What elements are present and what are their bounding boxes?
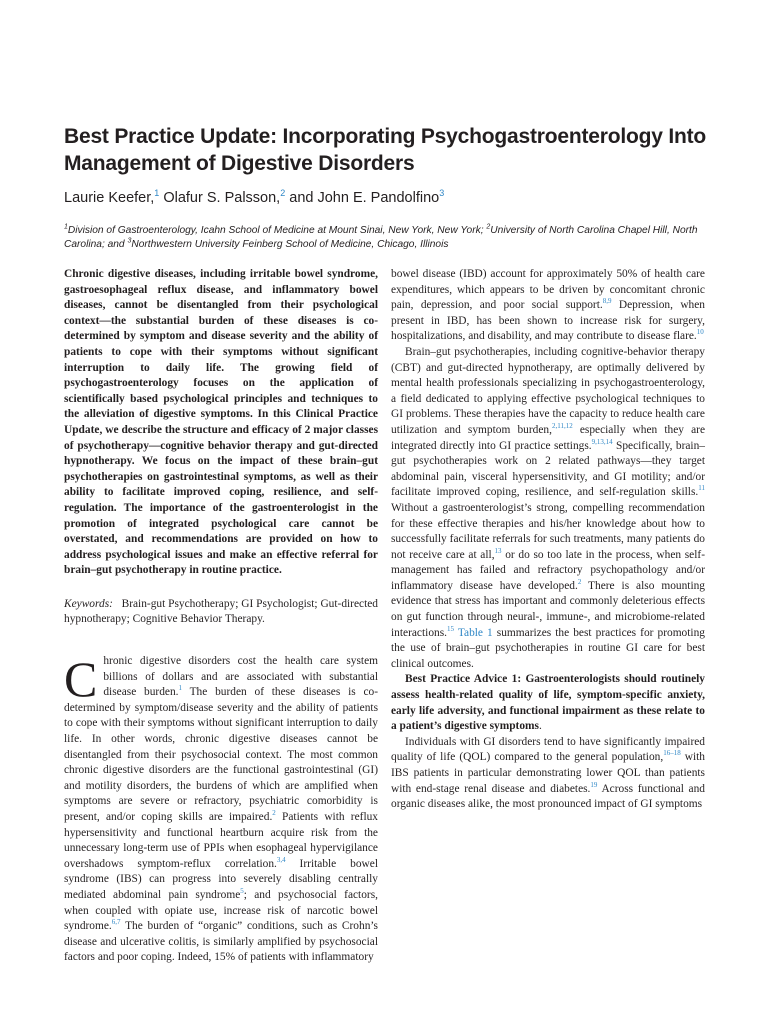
- body-text: Without a gastroenterologist’s strong, compelling recommendation for these effective therapies and his/her knowledge about how to successfully facilitate referrals for such treatments, many patients do not receive care at all,: [391, 501, 705, 561]
- body-paragraph: [391, 345, 705, 672]
- citation-ref[interactable]: 13: [494, 546, 502, 555]
- body-text: Across functional and organic diseases alike, the most pronounced impact of GI symptoms: [391, 782, 706, 811]
- affiliation-1: Division of Gastroenterology, Icahn School of Medicine at Mount Sinai, New York, New York;: [67, 225, 484, 236]
- body-text: especially when they are integrated directly into GI practice settings.: [391, 423, 706, 452]
- affiliations: [64, 224, 714, 252]
- citation-ref[interactable]: 11: [698, 484, 705, 493]
- body-text: Patients with reflux hypersensitivity and functional heartburn acquire risk from the unnecessary long-term use of PPIs when esophageal hypervigilance overshadows symptom-reflux correlation.: [64, 811, 379, 870]
- author-affiliation-ref[interactable]: 3: [439, 188, 445, 199]
- best-practice-advice: Best Practice Advice 1: Gastroenterologists should routinely assess health-related quality of life, symptom-specific anxiety, early life adversity, and functional impairment as these relate to a patient’s digestive symptoms.: [391, 673, 705, 733]
- intro-paragraph: [64, 651, 379, 966]
- body-text: There is also mounting evidence that stress has important and commonly deleterious effects on gut function through neural-, immune-, and microbiome-related interactions.: [391, 579, 705, 639]
- abstract: Chronic digestive diseases, including irritable bowel syndrome, gastroesophageal reflux disease, and inflammatory bowel diseases, cannot be disentangled from their psychological context—the substantial burden of these diseases is co-determined by symptom and disease severity and the ability of patients to cope with their symptoms without significant interruption to daily life. The growing field of psychogastroenterology focuses on the application of scientifically based psychological principles and techniques to the alleviation of digestive symptoms. In this Clinical Practice Update, we describe the structure and efficacy of 2 major classes of psychotherapy—cognitive behavior therapy and gut-directed hypnotherapy. We focus on the impact of these brain–gut psychotherapies on gastrointestinal symptoms, as well as their ability to facilitate improved coping, resilience, and self-regulation. The importance of the gastroenterologist in the promotion of integrated psychological care cannot be overstated, and recommendations are provided on how to address psychological issues and make an effective referral for brain–gut psychotherapy in routine practice.: [64, 268, 378, 577]
- body-text: or do so too late in the process, when self-management has failed and refractory psychopathology and/or inflammatory disease have developed.: [391, 548, 705, 592]
- body-paragraph: [391, 735, 705, 813]
- table-link[interactable]: Table 1: [457, 626, 493, 639]
- citation-ref[interactable]: 8,9: [602, 297, 612, 306]
- citation-ref[interactable]: 2,11,12: [551, 422, 573, 431]
- body-text: Brain–gut psychotherapies, including cognitive-behavior therapy (CBT) and gut-directed hypnotherapy, are optimally delivered by mental health professionals specializing in psychogastroenterology, a field dedicated to applying effective psychological techniques to GI problems. These therapies have the capacity to reduce health care utilization and symptom burden,: [391, 345, 705, 436]
- affiliation-marker: 2: [486, 223, 491, 231]
- body-text: summarizes the best practices for promoting the use of brain–gut psychotherapies in routine GI care for best clinical outcomes.: [391, 626, 705, 670]
- drop-cap: C: [64, 651, 98, 708]
- citation-ref[interactable]: 2: [272, 809, 276, 818]
- left-column: [64, 267, 378, 966]
- body-text: Depression, when present in IBD, has been shown to increase risk for surgery, hospitalizations, and disability, and may contribute to disease flare.: [391, 299, 705, 343]
- keywords: [64, 597, 378, 628]
- author-affiliation-ref[interactable]: 2: [280, 188, 286, 199]
- best-practice-text: Best Practice Advice 1: Gastroenterologists should routinely assess health-related quality of life, symptom-specific anxiety, early life adversity, and functional impairment as these relate to a patient’s digestive symptoms: [391, 673, 705, 733]
- citation-ref[interactable]: 19: [590, 780, 598, 789]
- affiliation-marker: 3: [127, 237, 132, 245]
- author-name: and John E. Pandolfino: [289, 190, 440, 206]
- body-text: Individuals with GI disorders tend to have significantly impaired quality of life (QOL) compared to the general population,: [391, 735, 705, 764]
- right-column: [391, 267, 705, 813]
- keywords-text: Brain-gut Psychotherapy; GI Psychologist; Gut-directed hypnotherapy; Cognitive Behavior Therapy.: [64, 597, 379, 626]
- body-text: with IBS patients in particular demonstrating lower QOL than patients with end-stage renal disease and diabetes.: [391, 751, 705, 795]
- citation-ref[interactable]: 9,13,14: [591, 437, 613, 446]
- affiliation-marker: 1: [64, 223, 68, 231]
- citation-ref[interactable]: 1: [178, 684, 183, 693]
- body-text: The burden of “organic” conditions, such as Crohn’s disease and ulcerative colitis, is similarly amplified by psychosocial factors and poor coping. Indeed, 15% of patients with inflammatory: [64, 920, 378, 964]
- author-name: Laurie Keefer,: [64, 190, 155, 206]
- citation-ref[interactable]: 3,4: [276, 855, 286, 864]
- citation-ref[interactable]: 2: [577, 578, 582, 587]
- article-title: Best Practice Update: Incorporating Psychogastroenterology Into Management of Digestive Disorders: [64, 125, 707, 175]
- body-text: Specifically, brain–gut psychotherapies work on 2 related pathways—they target abdominal pain, visceral hypersensitivity, and GI motility; and/or facilitate improved coping, resilience, and self-regulation skills.: [391, 439, 705, 499]
- citation-ref[interactable]: 15: [447, 624, 454, 633]
- body-text: Irritable bowel syndrome (IBS) can progress into severely disabling centrally mediated abdominal pain syndrome: [64, 857, 378, 901]
- author-name: Olafur S. Palsson,: [163, 190, 281, 206]
- body-text: hronic digestive disorders cost the health care system billions of dollars and are associated with substantial disease burden.: [103, 655, 378, 699]
- keywords-label: Keywords:: [64, 597, 113, 610]
- citation-ref[interactable]: 16–18: [663, 749, 681, 758]
- body-text: The burden of these diseases is co-determined by symptom/disease severity and the ability of patients to cope with their symptoms without significant interruption to daily life. In other words, chronic digestive diseases cannot be disentangled from their psychosocial context. The most common chronic digestive disorders are the functional gastrointestinal (GI) and motility disorders, the burdens of which are amplified when symptoms are severe or refractory, psychiatric comorbidity is present, and/or coping skills are impaired.: [64, 686, 378, 823]
- body-text: ; and psychosocial factors, when coupled with opiate use, increase risk of narcotic bowel syndrome.: [64, 888, 378, 933]
- citation-ref[interactable]: 10: [696, 328, 704, 337]
- body-text: bowel disease (IBD) account for approximately 50% of health care expenditures, which appears to be driven by concomitant chronic pain, depression, and poor social support.: [391, 268, 705, 312]
- affiliation-2: University of North Carolina Chapel Hill, North Carolina; and: [64, 225, 698, 250]
- citation-ref[interactable]: 5: [240, 887, 244, 896]
- author-affiliation-ref[interactable]: 1: [154, 188, 160, 199]
- body-paragraph: [391, 267, 705, 345]
- author-list: [64, 188, 724, 208]
- citation-ref[interactable]: 6,7: [111, 918, 121, 927]
- affiliation-3: Northwestern University Feinberg School of Medicine, Chicago, Illinois: [131, 239, 449, 250]
